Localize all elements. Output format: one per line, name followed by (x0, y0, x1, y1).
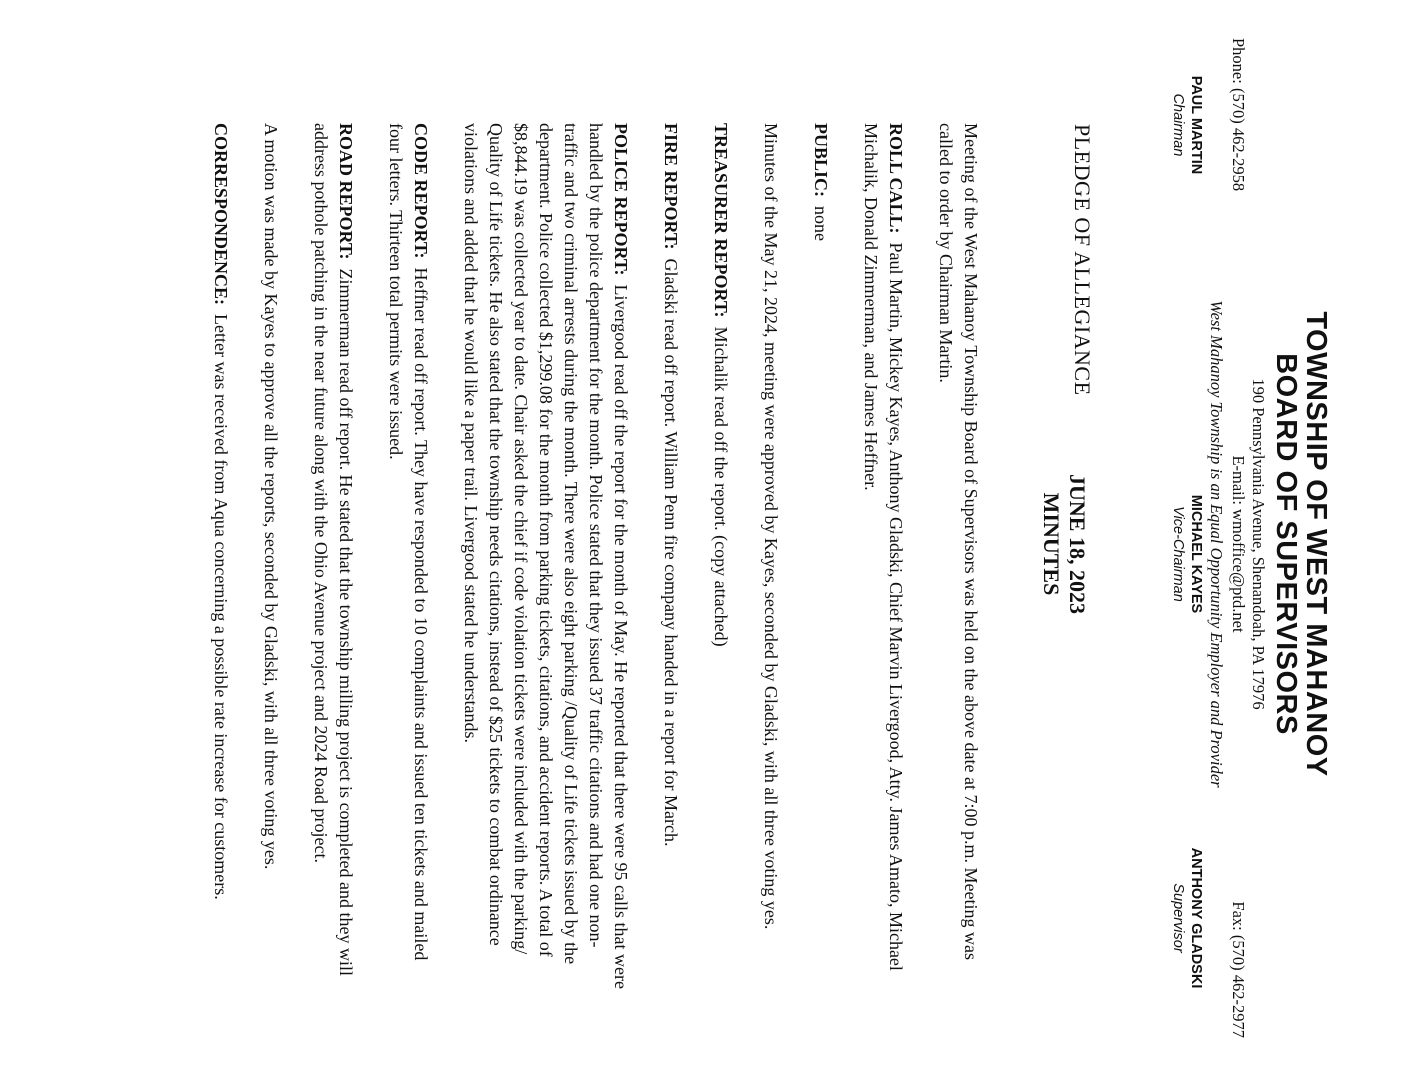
roll-call-paragraph (858, 123, 908, 991)
treasurer-label: TREASURER REPORT: (711, 123, 731, 318)
road-text: Zimmerman read off report. He stated that the township milling project is completed and they will address pothole patching in the near future along with the Ohio Avenue project and 2024 Road project. (311, 123, 356, 977)
officer-role: Chairman (1170, 93, 1186, 157)
public-paragraph (808, 123, 833, 991)
police-paragraph (458, 123, 633, 991)
intro-paragraph: Meeting of the West Mahanoy Township Board of Supervisors was held on the above date at 7:00 p.m. Meeting was called to order by Chairman Martin. (936, 123, 981, 960)
fax-number: Fax: (570) 462-2977 (1229, 901, 1248, 1038)
township-address: 190 Pennsylvania Avenue, Shenandoah, PA 17976 (1249, 378, 1268, 710)
officer-name: ANTHONY GLADSKI (1188, 847, 1204, 989)
code-text: Heffner read off report. They have responded to 10 complaints and issued ten tickets and mailed four letters. Thirteen total permits were issued. (386, 123, 431, 961)
officer-vice-chairman (1169, 444, 1205, 664)
eeo-statement: West Mahanoy Township is an Equal Opportunity Employer and Provider (1207, 300, 1226, 788)
minutes-heading: MINUTES (1039, 492, 1064, 596)
officer-role: Vice-Chairman (1170, 506, 1186, 602)
officer-role: Supervisor (1170, 883, 1186, 953)
correspondence-text: Letter was received from Aqua concerning a possible rate increase for customers. (211, 314, 231, 900)
code-paragraph (383, 123, 433, 991)
officer-supervisor (1169, 808, 1205, 1028)
correspondence-label: CORRESPONDENCE: (211, 123, 231, 306)
phone-number: Phone: (570) 462-2958 (1229, 38, 1248, 192)
road-paragraph (308, 123, 358, 991)
fire-text: Gladski read off report. William Penn fire company handed in a report for March. (661, 258, 681, 847)
motion-paragraph: A motion was made by Kayes to approve all the reports, seconded by Gladski, with all three voting yes. (261, 123, 281, 870)
treasurer-text: Michalik read off the report. (copy attached) (711, 326, 731, 647)
fire-paragraph (658, 123, 683, 991)
board-title: BOARD OF SUPERVISORS (1270, 353, 1302, 735)
minutes-body (183, 123, 983, 991)
pledge-of-allegiance: PLEDGE OF ALLEGIANCE (1070, 124, 1095, 396)
meeting-date: JUNE 18, 2023 (1065, 474, 1090, 614)
police-label: POLICE REPORT: (611, 123, 631, 276)
email-address: E-mail: wmoffice@ptd.net (1229, 455, 1248, 633)
officer-name: MICHAEL KAYES (1188, 494, 1204, 614)
officer-chairman (1169, 15, 1205, 235)
roll-call-text: Paul Martin, Mickey Kayes, Anthony Gladski, Chief Marvin Livergood, Atty. James Amato, Michael Michalik, Donald Zimmerman, and James Heffner. (861, 123, 906, 971)
fire-label: FIRE REPORT: (661, 123, 681, 250)
public-label: PUBLIC: (811, 123, 831, 198)
code-label: CODE REPORT: (411, 123, 431, 259)
roll-call-label: ROLL CALL: (886, 123, 906, 234)
police-text: Livergood read off the report for the month of May. He reported that there were 95 calls that were handled by the police department for the month. Police stated that they issued 37 traffic citations and had one non-traffic and two criminal arrests during the month. There were also eight parking /Quality of Life tickets issued by the department. Police collected $1,299.08 for the month from parking tickets, citations, and accident reports. A total of $8,844.19 was collected year to date. Chair asked the chief if code violation tickets were included with the parking/ Quality of Life tickets. He also stated that the township needs citations, instead of $25 tickets to combat ordinance violations and added that he would like a paper trail. Livergood stated he understands. (461, 123, 631, 989)
officer-name: PAUL MARTIN (1188, 75, 1204, 175)
public-text: none (811, 206, 831, 242)
treasurer-paragraph (708, 123, 733, 991)
correspondence-paragraph (208, 123, 233, 991)
township-title: TOWNSHIP OF WEST MAHANOY (1300, 311, 1332, 777)
road-label: ROAD REPORT: (336, 123, 356, 260)
minutes-approval-paragraph: Minutes of the May 21, 2024, meeting were approved by Kayes, seconded by Gladski, with all three voting yes. (761, 123, 781, 930)
